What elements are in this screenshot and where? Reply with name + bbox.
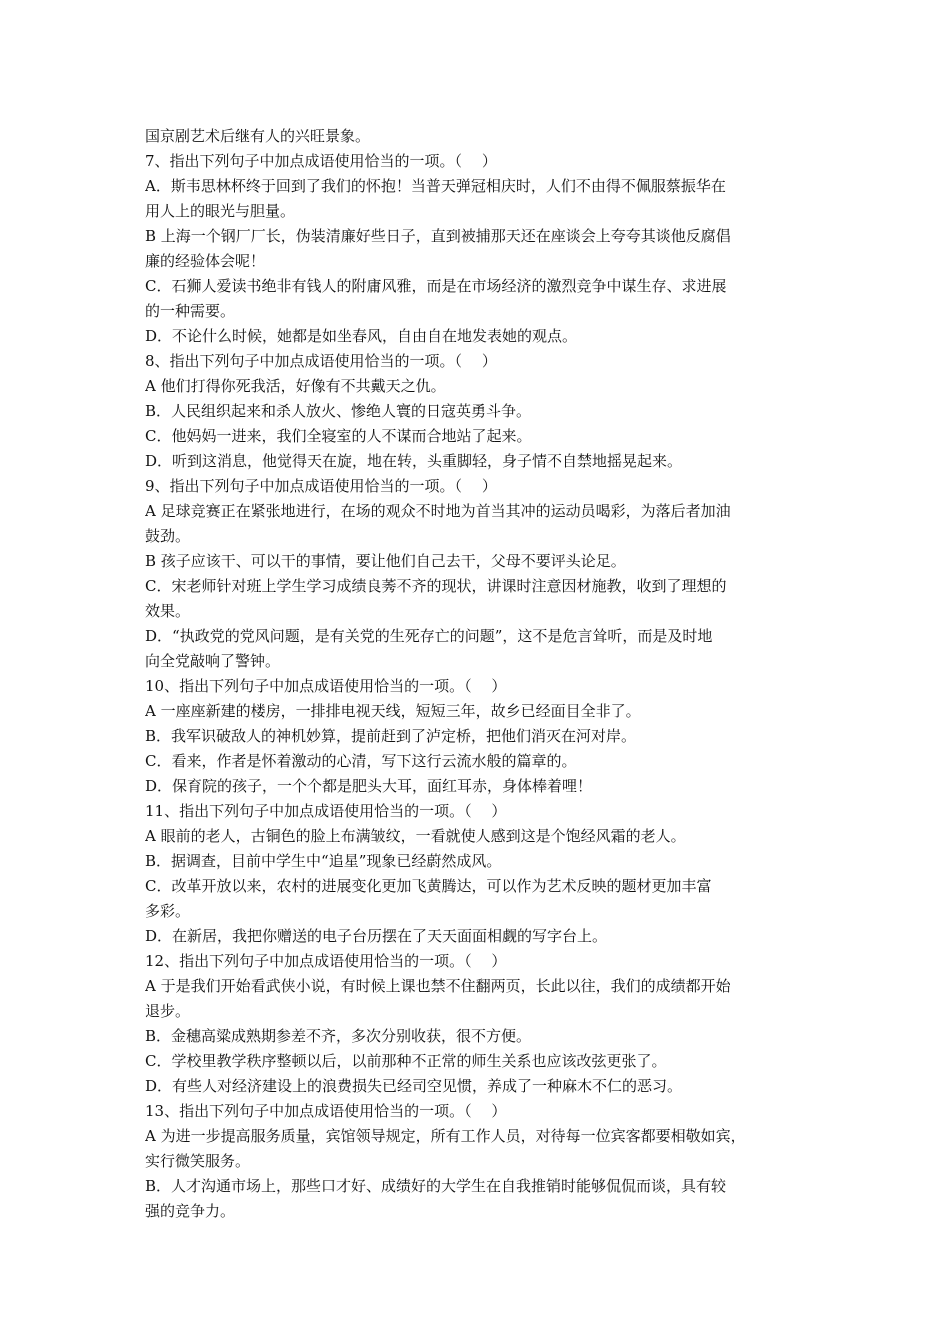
text-line: A 他们打得你死我活，好像有不共戴天之仇。 — [145, 377, 446, 395]
text-line: D．保育院的孩子，一个个都是肥头大耳，面红耳赤，身体棒着哩！ — [145, 777, 593, 795]
text-line: 强的竞争力。 — [145, 1202, 236, 1220]
text-line: 11、指出下列句子中加点成语使用恰当的一项。（ ） — [145, 802, 507, 820]
text-line: C．宋老师针对班上学生学习成绩良莠不齐的现状，讲课时注意因材施教，收到了理想的 — [145, 577, 727, 595]
text-line: B 孩子应该干、可以干的事情，要让他们自己去干，父母不要评头论足。 — [145, 552, 626, 570]
text-line: 效果。 — [145, 602, 191, 620]
text-line: D．不论什么时候，她都是如坐春风，自由自在地发表她的观点。 — [145, 327, 578, 345]
document-body — [145, 124, 815, 1224]
text-line: 用人上的眼光与胆量。 — [145, 202, 296, 220]
text-line: C．学校里教学秩序整顿以后，以前那种不正常的师生关系也应该改弦更张了。 — [145, 1052, 667, 1070]
text-line: A 眼前的老人，古铜色的脸上布满皱纹，一看就使人感到这是个饱经风霜的老人。 — [145, 827, 686, 845]
text-line: B．我军识破敌人的神机妙算，提前赶到了泸定桥，把他们消灭在河对岸。 — [145, 727, 637, 745]
text-line: 8、指出下列句子中加点成语使用恰当的一项。（ ） — [145, 352, 497, 370]
text-line: A．斯韦思林杯终于回到了我们的怀抱！当普天弹冠相庆时，人们不由得不佩服蔡振华在 — [145, 177, 726, 195]
text-line: 9、指出下列句子中加点成语使用恰当的一项。（ ） — [145, 477, 497, 495]
text-line: 退步。 — [145, 1002, 191, 1020]
text-line: 国京剧艺术后继有人的兴旺景象。 — [145, 127, 371, 145]
text-line: 7、指出下列句子中加点成语使用恰当的一项。（ ） — [145, 152, 497, 170]
text-line: A 足球竞赛正在紧张地进行，在场的观众不时地为首当其冲的运动员喝彩，为落后者加油 — [145, 502, 731, 520]
text-line: B．人才沟通市场上，那些口才好、成绩好的大学生在自我推销时能够侃侃而谈，具有较 — [145, 1177, 727, 1195]
text-line: 多彩。 — [145, 902, 191, 920]
text-line: C．改革开放以来，农村的进展变化更加飞黄腾达，可以作为艺术反映的题材更加丰富 — [145, 877, 712, 895]
text-line: A 一座座新建的楼房，一排排电视天线，短短三年，故乡已经面目全非了。 — [145, 702, 641, 720]
text-line: 鼓劲。 — [145, 527, 191, 545]
text-line: B 上海一个钢厂厂长，伪装清廉好些日子，直到被捕那天还在座谈会上夸夸其谈他反腐倡 — [145, 227, 731, 245]
text-line: D．在新居，我把你赠送的电子台历摆在了天天面面相觑的写字台上。 — [145, 927, 608, 945]
text-line: D．有些人对经济建设上的浪费损失已经司空见惯，养成了一种麻木不仁的恶习。 — [145, 1077, 683, 1095]
text-line: B．据调查，目前中学生中“追星”现象已经蔚然成风。 — [145, 852, 502, 870]
text-line: D．“执政党的党风问题，是有关党的生死存亡的问题”，这不是危言耸听，而是及时地 — [145, 627, 713, 645]
text-line: 12、指出下列句子中加点成语使用恰当的一项。（ ） — [145, 952, 507, 970]
text-line: 13、指出下列句子中加点成语使用恰当的一项。（ ） — [145, 1102, 507, 1120]
text-line: D．听到这消息，他觉得天在旋，地在转，头重脚轻，身子情不自禁地摇晃起来。 — [145, 452, 683, 470]
text-line: B．人民组织起来和杀人放火、惨绝人寰的日寇英勇斗争。 — [145, 402, 532, 420]
text-line: A 于是我们开始看武侠小说，有时候上课也禁不住翻两页，长此以往，我们的成绩都开始 — [145, 977, 731, 995]
text-line: C．石狮人爱读书绝非有钱人的附庸风雅，而是在市场经济的激烈竞争中谋生存、求进展 — [145, 277, 727, 295]
text-line: B．金穗高粱成熟期参差不齐，多次分别收获，很不方便。 — [145, 1027, 532, 1045]
text-line: A 为进一步提高服务质量，宾馆领导规定，所有工作人员，对待每一位宾客都要相敬如宾， — [145, 1127, 746, 1145]
text-line: C．看来，作者是怀着激动的心清，写下这行云流水般的篇章的。 — [145, 752, 577, 770]
text-line: 的一种需要。 — [145, 302, 236, 320]
text-line: 10、指出下列句子中加点成语使用恰当的一项。（ ） — [145, 677, 507, 695]
text-line: 向全党敲响了警钟。 — [145, 652, 281, 670]
text-line: C．他妈妈一进来，我们全寝室的人不谋而合地站了起来。 — [145, 427, 532, 445]
text-line: 实行微笑服务。 — [145, 1152, 251, 1170]
text-line: 廉的经验体会呢！ — [145, 252, 266, 270]
